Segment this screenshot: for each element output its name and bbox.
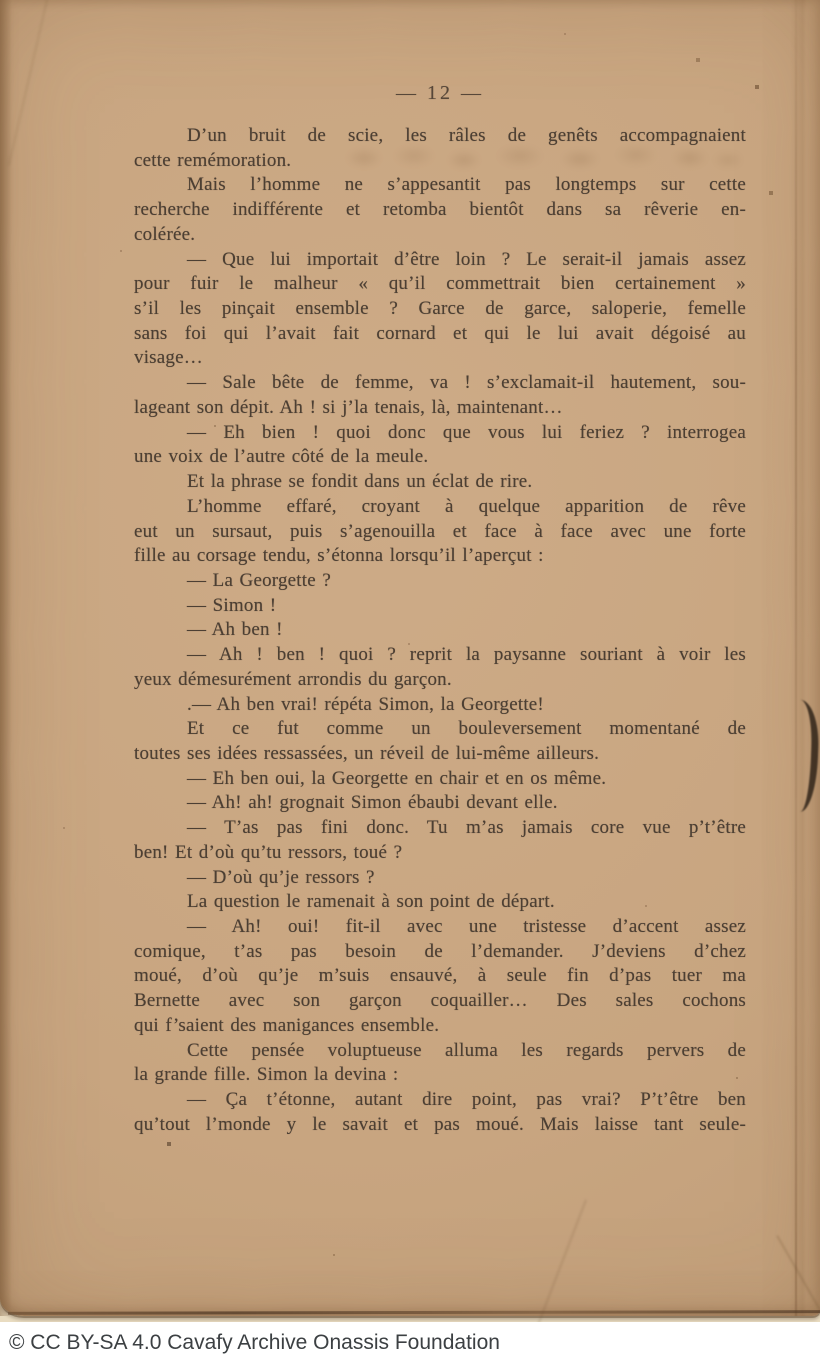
text-line: sans foi qui l’avait fait cornard et qui le lui avait dégoisé au <box>134 322 746 344</box>
license-bar <box>0 1322 820 1364</box>
text-line: une voix de l’autre côté de la meule. <box>134 446 429 468</box>
text-line: qu’tout l’monde y le savait et pas moué. Mais laisse tant seule- <box>134 1113 746 1135</box>
text-line: Cette pensée voluptueuse alluma les regards pervers de <box>187 1039 746 1061</box>
text-line: Mais l’homme ne s’appesantit pas longtemps sur cette <box>187 174 746 196</box>
text-line: s’il les pinçait ensemble ? Garce de garce, saloperie, femelle <box>134 298 746 320</box>
text-line: — Eh bien ! quoi donc que vous lui feriez ? interrogea <box>187 421 746 443</box>
text-line: — Ah ben ! <box>187 619 283 641</box>
text-line: Bernette avec son garçon coquailler… Des sales cochons <box>134 990 746 1012</box>
text-line: toutes ses idées ressassées, un réveil de lui-même ailleurs. <box>134 742 600 764</box>
text-line: — La Georgette ? <box>187 569 331 591</box>
paper-speckles <box>0 0 2 2</box>
text-line: cette remémoration. <box>134 149 292 171</box>
page-number: — 12 — <box>396 82 484 104</box>
text-line: comique, t’as pas besoin de l’demander. J’deviens d’chez <box>134 940 746 962</box>
text-line: fille au corsage tendu, s’étonna lorsqu’il l’aperçut : <box>134 545 544 567</box>
text-line: — Ah! oui! fit-il avec une tristesse d’accent assez <box>187 916 746 937</box>
text-line: — Ah! ah! grognait Simon ébaubi devant elle. <box>187 792 558 814</box>
text-line: — Ça t’étonne, autant dire point, pas vrai? P’t’être ben <box>187 1089 746 1111</box>
text-line: pour fuir le malheur « qu’il commettrait bien certainement » <box>134 273 746 295</box>
text-line: L’homme effaré, croyant à quelque apparition de rêve <box>187 495 746 517</box>
text-line: lageant son dépit. Ah ! si j’la tenais, là, maintenant… <box>134 396 563 418</box>
license-text: © CC BY-SA 4.0 Cavafy Archive Onassis Foundation <box>9 1331 500 1354</box>
text-line: — Eh ben oui, la Georgette en chair et en os même. <box>187 767 607 789</box>
text-line: colérée. <box>134 223 196 245</box>
text-line: — Ah ! ben ! quoi ? reprit la paysanne souriant à voir les <box>187 644 746 666</box>
text-line: — D’où qu’je ressors ? <box>187 866 375 888</box>
text-line: la grande fille. Simon la devina : <box>134 1064 399 1086</box>
text-line: eut un sursaut, puis s’agenouilla et face à face avec une forte <box>134 520 746 542</box>
text-line: La question le ramenait à son point de départ. <box>187 891 555 913</box>
spine-shadow <box>0 0 12 1316</box>
text-line: — Que lui importait d’être loin ? Le serait-il jamais assez <box>187 248 746 270</box>
text-line: — Simon ! <box>187 594 277 616</box>
text-line: qui f’saient des manigances ensemble. <box>134 1014 440 1036</box>
text-line: .— Ah ben vrai! répéta Simon, la Georgette! <box>187 693 544 715</box>
right-crease-line <box>795 0 797 1316</box>
text-line: moué, d’où qu’je m’suis ensauvé, à seule fin d’pas tuer ma <box>134 965 746 987</box>
text-line: visage… <box>134 347 203 369</box>
text-line: Et la phrase se fondit dans un éclat de rire. <box>187 471 533 493</box>
text-line: D’un bruit de scie, les râles de genêts accompagnaient <box>187 125 746 146</box>
text-line: yeux démesurément arrondis du garçon. <box>134 668 452 690</box>
text-line: ben! Et d’où qu’tu ressors, toué ? <box>134 841 403 863</box>
text-line: recherche indifférente et retomba bientôt dans sa rêverie en- <box>134 199 746 221</box>
text-line: Et ce fut comme un bouleversement momentané de <box>187 718 746 740</box>
text-line: — T’as pas fini donc. Tu m’as jamais core vue p’t’être <box>187 817 746 839</box>
text-block <box>134 124 746 1137</box>
text-line: — Sale bête de femme, va ! s’exclamait-il hautement, sou- <box>187 372 746 394</box>
